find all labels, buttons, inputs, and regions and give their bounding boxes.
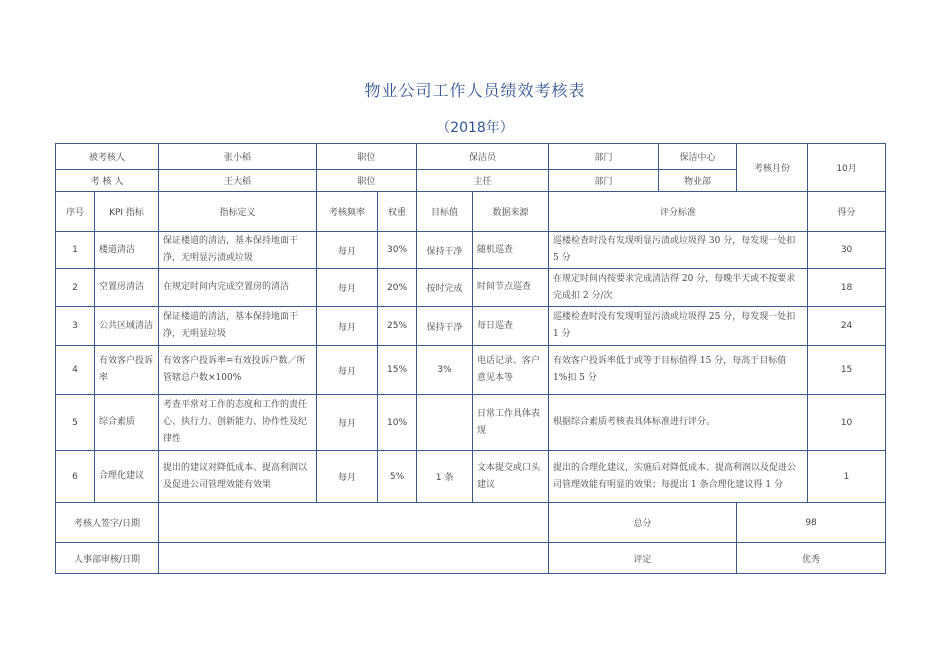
row-no: 1 [56, 232, 95, 269]
month-value: 10月 [808, 144, 886, 192]
row-weight: 20% [378, 269, 417, 307]
examinee-position: 保洁员 [417, 144, 549, 170]
row-frequency: 每月 [317, 451, 378, 503]
examiner-dept: 物业部 [659, 170, 737, 192]
row-definition: 有效客户投诉率=有效投诉户数／所管辖总户数×100% [159, 346, 317, 395]
row-target: 按时完成 [417, 269, 473, 307]
dept-label: 部门 [549, 144, 659, 170]
row-source: 随机巡查 [473, 232, 549, 269]
row-score: 10 [808, 395, 886, 451]
row-frequency: 每月 [317, 269, 378, 307]
row-criteria: 巡楼检查时没有发现明显污渍或垃圾得 25 分，每发现一处扣 1 分 [549, 307, 808, 346]
header-weight: 权重 [378, 192, 417, 232]
table-row [56, 232, 886, 269]
row-source: 电话记录、客户意见本等 [473, 346, 549, 395]
examiner-sign-value [159, 503, 549, 543]
table-row [56, 346, 886, 395]
row-no: 6 [56, 451, 95, 503]
row-score: 24 [808, 307, 886, 346]
row-frequency: 每月 [317, 232, 378, 269]
info-row-examinee [56, 144, 886, 170]
row-weight: 15% [378, 346, 417, 395]
header-definition: 指标定义 [159, 192, 317, 232]
hr-value [159, 543, 549, 574]
row-weight: 5% [378, 451, 417, 503]
month-label: 考核月份 [737, 144, 808, 192]
row-definition: 保证楼道的清洁，基本保持地面干净，无明显污渍或垃圾 [159, 232, 317, 269]
total-value: 98 [737, 503, 886, 543]
row-definition: 保证楼道的清洁，基本保持地面干净，无明显垃圾 [159, 307, 317, 346]
header-no: 序号 [56, 192, 95, 232]
examiner-position: 主任 [417, 170, 549, 192]
row-target: 保持干净 [417, 307, 473, 346]
row-frequency: 每月 [317, 395, 378, 451]
row-weight: 25% [378, 307, 417, 346]
table-row [56, 269, 886, 307]
header-kpi: KPI 指标 [95, 192, 159, 232]
examiner-sign-label: 考核人签字/日期 [56, 503, 159, 543]
header-row [56, 192, 886, 232]
examinee-value: 张小稻 [159, 144, 317, 170]
row-score: 15 [808, 346, 886, 395]
rating-value: 优秀 [737, 543, 886, 574]
row-criteria: 在规定时间内按要求完成清洁得 20 分，每晚半天或不按要求完成扣 2 分/次 [549, 269, 808, 307]
footer-row-total [56, 503, 886, 543]
row-target: 3% [417, 346, 473, 395]
hr-label: 人事部审核/日期 [56, 543, 159, 574]
row-kpi: 合理化建议 [95, 451, 159, 503]
examiner-label: 考 核 人 [56, 170, 159, 192]
row-source: 文本提交或口头建议 [473, 451, 549, 503]
row-target [417, 395, 473, 451]
row-score: 1 [808, 451, 886, 503]
header-source: 数据来源 [473, 192, 549, 232]
row-criteria: 提出的合理化建议，实施后对降低成本、提高利润以及促进公司管理效能有明显的效果；每提出 1 条合理化建议得 1 分 [549, 451, 808, 503]
row-no: 5 [56, 395, 95, 451]
row-kpi: 公共区域清洁 [95, 307, 159, 346]
header-score: 得分 [808, 192, 886, 232]
examinee-dept: 保洁中心 [659, 144, 737, 170]
row-kpi: 有效客户投诉率 [95, 346, 159, 395]
row-definition: 考查平常对工作的态度和工作的责任心、执行力、创新能力、协作性及纪律性 [159, 395, 317, 451]
page-subtitle-year: （2018年） [436, 120, 514, 136]
row-no: 2 [56, 269, 95, 307]
footer-row-rating [56, 543, 886, 574]
row-source: 每日巡查 [473, 307, 549, 346]
row-definition: 提出的建议对降低成本、提高利润以及促进公司管理效能有效果 [159, 451, 317, 503]
kpi-table [55, 143, 886, 574]
row-weight: 10% [378, 395, 417, 451]
row-target: 1 条 [417, 451, 473, 503]
row-source: 日常工作具体表现 [473, 395, 549, 451]
page-title: 物业公司工作人员绩效考核表 [364, 81, 586, 100]
row-frequency: 每月 [317, 307, 378, 346]
row-weight: 30% [378, 232, 417, 269]
dept-label-2: 部门 [549, 170, 659, 192]
total-label: 总分 [549, 503, 737, 543]
position-label-2: 职位 [317, 170, 417, 192]
row-criteria: 有效客户投诉率低于或等于目标值得 15 分，每高于目标值 1%扣 5 分 [549, 346, 808, 395]
header-criteria: 评分标准 [549, 192, 808, 232]
row-definition: 在规定时间内完成空置房的清洁 [159, 269, 317, 307]
row-no: 4 [56, 346, 95, 395]
table-row [56, 451, 886, 503]
examiner-value: 王大稻 [159, 170, 317, 192]
row-kpi: 空置房清洁 [95, 269, 159, 307]
rating-label: 评定 [549, 543, 737, 574]
row-no: 3 [56, 307, 95, 346]
row-target: 保持干净 [417, 232, 473, 269]
row-criteria: 根据综合素质考核表具体标准进行评分。 [549, 395, 808, 451]
row-kpi: 楼道清洁 [95, 232, 159, 269]
header-frequency: 考核频率 [317, 192, 378, 232]
table-row [56, 395, 886, 451]
row-score: 18 [808, 269, 886, 307]
table-row [56, 307, 886, 346]
row-frequency: 每月 [317, 346, 378, 395]
header-target: 目标值 [417, 192, 473, 232]
examinee-label: 被考核人 [56, 144, 159, 170]
row-source: 时间节点巡查 [473, 269, 549, 307]
row-score: 30 [808, 232, 886, 269]
row-kpi: 综合素质 [95, 395, 159, 451]
position-label: 职位 [317, 144, 417, 170]
row-criteria: 巡楼检查时没有发现明显污渍或垃圾得 30 分，每发现一处扣 5 分 [549, 232, 808, 269]
